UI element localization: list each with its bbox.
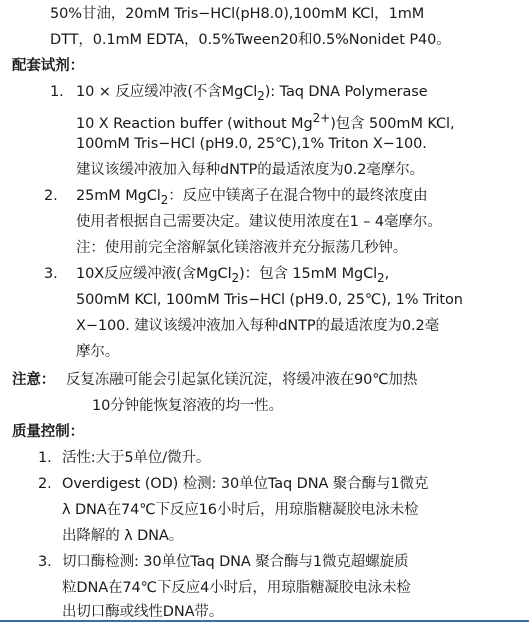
intro-line-2: DTT，0.1mM EDTA，0.5%Tween20和0.5%Nonidet P40。 xyxy=(50,32,451,48)
reagent-3-line-3: X−100. 建议该缓冲液加入每种dNTP的最适浓度为0.2毫 xyxy=(76,318,440,334)
reagent-1-line-2-a: 10 X Reaction buffer (without Mg xyxy=(76,115,313,132)
qc-2-number: 2. xyxy=(38,476,52,492)
reagent-1-line-1-a: 10 × 反应缓冲液(不含MgCl xyxy=(76,84,258,100)
reagent-3-line-4: 摩尔。 xyxy=(76,344,120,360)
qc-3-line-2: 粒DNA在74℃下反应4小时后，用琼脂糖凝胶电泳未检 xyxy=(62,580,411,596)
reagent-2-line-1-b: ：反应中镁离子在混合物中的最终浓度由 xyxy=(168,188,428,204)
qc-3-line-3: 出切口酶或线性DNA带。 xyxy=(62,604,224,620)
qc-2-line-1: Overdigest (OD) 检测: 30单位Taq DNA 聚合酶与1微克 xyxy=(62,476,429,492)
intro-line-1: 50%甘油，20mM Tris−HCl(pH8.0),100mM KCl，1mM xyxy=(50,6,425,22)
reagent-2-number: 2. xyxy=(44,188,58,204)
qc-2-line-3: 出降解的 λ DNA。 xyxy=(62,528,184,544)
qc-heading: 质量控制： xyxy=(12,424,84,440)
reagent-2-line-3: 注：使用前完全溶解氯化镁溶液并充分振荡几秒钟。 xyxy=(76,240,408,256)
reagent-1-line-3: 100mM Tris−HCl (pH9.0, 25℃),1% Triton X−100. xyxy=(76,136,427,152)
reagent-1-line-1-b: ): Taq DNA Polymerase xyxy=(264,84,428,100)
qc-3-line-1: 切口酶检测: 30单位Taq DNA 聚合酶与1微克超螺旋质 xyxy=(62,554,409,570)
reagent-3-subscript-2: 2 xyxy=(377,270,385,285)
qc-3-number: 3. xyxy=(38,554,52,570)
reagent-2-line-1 xyxy=(76,185,427,207)
reagent-1-subscript: 2 xyxy=(257,88,265,103)
reagent-1-number: 1. xyxy=(50,84,64,100)
note-label: 注意： xyxy=(12,372,56,388)
note-line-1: 反复冻融可能会引起氯化镁沉淀，将缓冲液在90℃加热 xyxy=(66,372,418,388)
reagent-2-subscript: 2 xyxy=(160,192,169,207)
reagent-2-line-1-a: 25mM MgCl xyxy=(76,188,161,204)
qc-1-text: 活性:大于5单位/微升。 xyxy=(62,450,211,466)
reagent-1-line-2-b: )包含 500mM KCl, xyxy=(330,115,455,132)
reagent-1-superscript: 2+ xyxy=(312,111,331,125)
note-line-2: 10分钟能恢复溶液的均一性。 xyxy=(92,398,284,414)
reagent-1-line-1 xyxy=(76,81,428,103)
reagent-3-line-1 xyxy=(76,263,389,285)
reagent-3-line-1-a: 10X反应缓冲液(含MgCl xyxy=(76,266,232,282)
qc-2-line-2: λ DNA在74℃下反应16小时后，用琼脂糖凝胶电泳未检 xyxy=(62,502,419,518)
reagent-3-subscript: 2 xyxy=(231,270,240,285)
reagent-3-line-1-c: , xyxy=(384,266,390,282)
qc-1-number: 1. xyxy=(38,450,52,466)
reagent-3-line-2: 500mM KCl, 100mM Tris−HCl (pH9.0, 25℃), 1% Triton xyxy=(76,292,463,308)
reagent-1-line-2 xyxy=(76,107,455,132)
reagent-3-line-1-b: )：包含 15mM MgCl xyxy=(239,266,378,282)
reagents-heading: 配套试剂： xyxy=(12,58,84,74)
reagent-1-line-4: 建议该缓冲液加入每种dNTP的最适浓度为0.2毫摩尔。 xyxy=(76,162,425,178)
reagent-2-line-2: 使用者根据自己需要决定。建议使用浓度在1 – 4毫摩尔。 xyxy=(76,214,442,230)
reagent-3-number: 3. xyxy=(44,266,58,282)
bottom-rule xyxy=(0,620,529,622)
